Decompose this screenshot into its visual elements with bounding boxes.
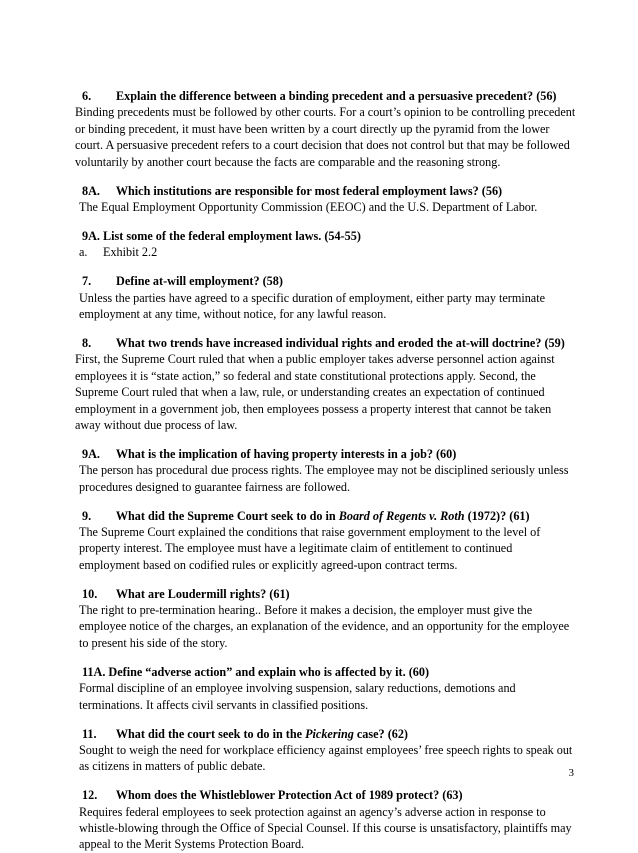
list-item-text: Exhibit 2.2: [103, 245, 158, 260]
answer-text: The person has procedural due process rights. The employee may not be disciplined seriously unless procedures designed to guarantee fairness are followed.: [79, 463, 569, 494]
page-reference: (63): [442, 788, 463, 803]
case-name: Board of Regents v. Roth: [338, 508, 465, 523]
question-text: Explain the difference between a binding precedent and a persuasive precedent?: [116, 89, 534, 103]
question-heading: [75, 273, 576, 289]
question-number: 9.: [82, 508, 92, 523]
qa-item: [75, 508, 576, 574]
question-heading: [75, 726, 576, 742]
page-reference: (62): [387, 726, 408, 741]
page-reference: (60): [436, 446, 457, 461]
qa-item: [75, 664, 576, 713]
question-heading: [75, 335, 576, 351]
list-marker: a.: [79, 245, 88, 260]
answer-text: Sought to weigh the need for workplace efficiency against employees’ free speech rights to speak out as citizens in matters of public debate.: [79, 742, 573, 774]
question-heading: [75, 228, 576, 244]
question-number: 9A.: [82, 228, 100, 243]
page-reference: (56): [481, 183, 503, 198]
page-reference: (60): [408, 664, 430, 679]
answer-text: Requires federal employees to seek protection against an agency’s adverse action in response to whistle-blowing through the Office of Special Counsel. If this course is unsatisfactory, plaintiffs may appeal to the Merit Systems Protection Board.: [79, 804, 572, 852]
question-heading: [75, 787, 576, 803]
question-text: What are Loudermill rights?: [115, 586, 267, 601]
question-text: (1972)?: [464, 508, 507, 523]
question-text: case?: [353, 726, 385, 741]
answer-text: Binding precedents must be followed by other courts. For a court’s opinion to be controlling precedent or binding precedent, it must have been written by a court directly up the pyramid from the lower court. A persuasive precedent refers to a court decision that does not control but that may be followed voluntarily by another court because the facts are comparable and the reasoning strong.: [75, 105, 576, 169]
question-number: 9A.: [82, 446, 100, 461]
question-number: 8A.: [82, 183, 100, 198]
qa-item: [75, 726, 576, 775]
answer-text: The Supreme Court explained the conditions that raise government employment to the level of property interest. The employee must have a legitimate claim of entitlement to continued employment based on codified rules or explicitly agreed-upon contract terms.: [79, 524, 541, 572]
page-reference: (58): [262, 274, 283, 289]
page-number: 3: [568, 767, 574, 779]
question-number: 8.: [82, 335, 92, 350]
question-text: What did the court seek to do in the: [115, 726, 306, 741]
qa-item: [75, 273, 576, 322]
qa-item: [75, 183, 576, 216]
question-text: Define at-will employment?: [116, 274, 260, 289]
question-number: 11A.: [82, 664, 106, 679]
answer-text: Unless the parties have agreed to a specific duration of employment, either party may terminate employment at any time, without notice, for any lawful reason.: [79, 290, 545, 321]
case-name: Pickering: [305, 726, 354, 741]
question-number: 6.: [82, 89, 92, 103]
question-heading: [75, 508, 576, 524]
qa-item: [75, 586, 576, 652]
list-item: [75, 244, 576, 260]
qa-item: [75, 446, 576, 495]
answer-text: Formal discipline of an employee involving suspension, salary reductions, demotions and terminations. It affects civil servants in classified positions.: [79, 681, 516, 712]
question-text: Which institutions are responsible for most federal employment laws?: [115, 183, 479, 198]
page-reference: (56): [536, 89, 557, 103]
question-heading: [75, 586, 576, 602]
question-text: What is the implication of having property interests in a job?: [115, 446, 433, 461]
answer-text: The right to pre-termination hearing.. Before it makes a decision, the employer must give the employee notice of the charges, an explanation of the evidence, and an opportunity for the employee to present his side of the story.: [79, 603, 570, 650]
page-reference: (61): [509, 508, 530, 523]
question-number: 12.: [82, 788, 98, 803]
page-reference: (54-55): [324, 228, 361, 243]
question-text: What did the Supreme Court seek to do in: [115, 508, 339, 523]
question-text: What two trends have increased individual rights and eroded the at-will doctrine?: [115, 335, 542, 350]
qa-item: [75, 228, 576, 261]
qa-item: [75, 787, 576, 853]
question-heading: [75, 664, 576, 680]
question-heading: [75, 88, 576, 104]
question-text: Define “adverse action” and explain who is affected by it.: [108, 664, 406, 679]
qa-item: [75, 335, 576, 433]
question-heading: [75, 183, 576, 199]
qa-item: [75, 88, 576, 170]
question-text: Whom does the Whistleblower Protection Act of 1989 protect?: [115, 788, 440, 803]
page-reference: (59): [544, 335, 565, 350]
page-reference: (61): [269, 586, 290, 601]
question-number: 7.: [82, 274, 92, 289]
question-number: 11.: [82, 726, 97, 741]
question-text: List some of the federal employment laws.: [103, 228, 322, 243]
question-heading: [75, 446, 576, 462]
question-number: 10.: [82, 586, 98, 601]
answer-text: The Equal Employment Opportunity Commission (EEOC) and the U.S. Department of Labor.: [79, 199, 538, 214]
answer-text: First, the Supreme Court ruled that when a public employer takes adverse personnel action against employees it is “state action,” so federal and state constitutional protections apply. Second, the Supreme Court ruled that when a law, rule, or understanding creates an expectation of continued employment in a government job, then employees possess a property interest that cannot be taken away without due process of law.: [75, 352, 555, 432]
